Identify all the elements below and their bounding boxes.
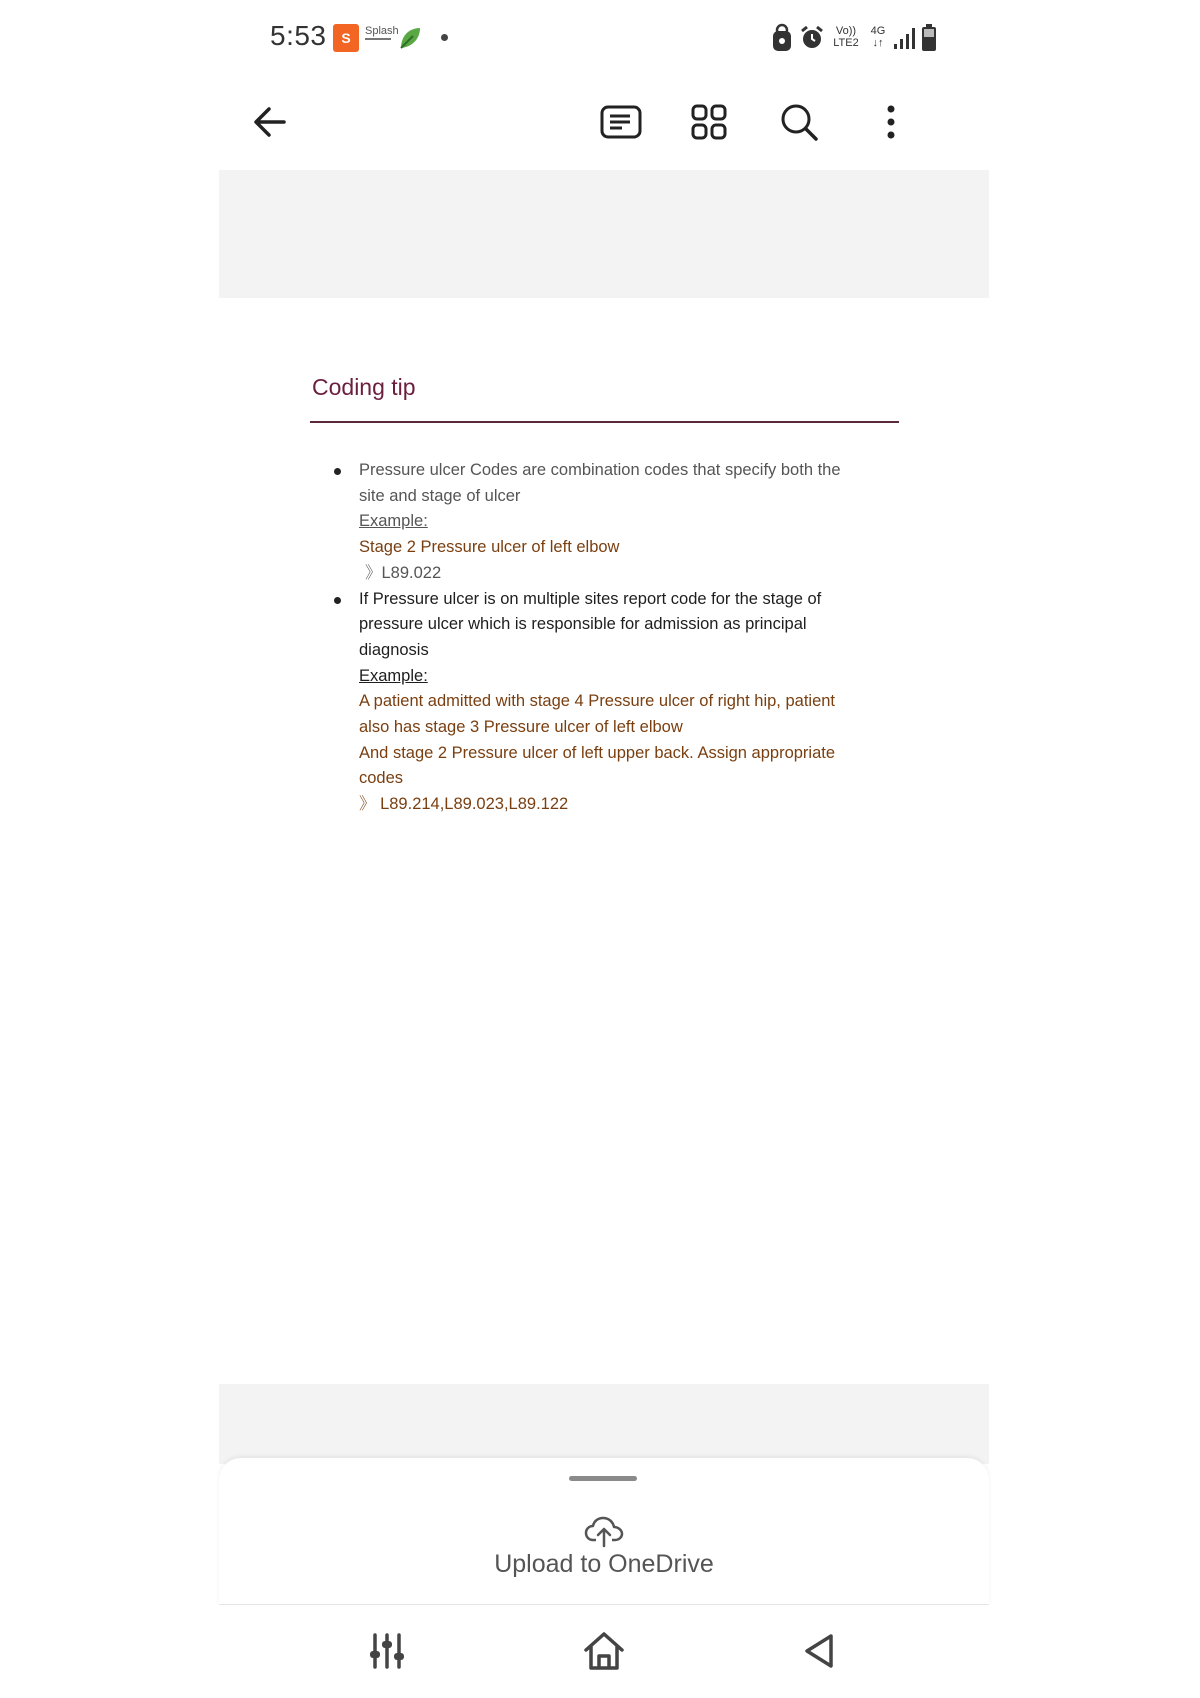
document-page <box>219 298 989 1384</box>
sheet-drag-handle[interactable] <box>569 1476 637 1481</box>
more-vertical-icon <box>886 105 896 139</box>
title-underline <box>310 421 899 423</box>
example-text-line: And stage 2 Pressure ulcer of left upper back. Assign appropriate <box>359 743 836 762</box>
app-notification-icon: S <box>333 24 359 52</box>
bullet-item <box>329 587 899 818</box>
thumbnails-button[interactable] <box>679 92 739 152</box>
back-nav-button[interactable] <box>789 1621 849 1681</box>
status-time: 5:53 <box>270 20 327 51</box>
search-icon <box>780 103 818 141</box>
more-options-button[interactable] <box>861 92 921 152</box>
document-toolbar <box>219 78 989 171</box>
example-text-line: also has stage 3 Pressure ulcer of left elbow <box>359 718 683 737</box>
bullet-text-line: If Pressure ulcer is on multiple sites report code for the stage of <box>359 589 822 608</box>
example-label: Example: <box>359 666 428 685</box>
system-nav-bar <box>219 1605 989 1698</box>
battery-icon <box>921 24 937 52</box>
signal-icon <box>893 26 917 50</box>
back-arrow-icon <box>252 104 288 140</box>
recents-button[interactable] <box>357 1621 417 1681</box>
phone-screen <box>219 0 989 1698</box>
search-button[interactable] <box>769 92 829 152</box>
bullet-text-line: pressure ulcer which is responsible for admission as principal <box>359 615 807 634</box>
answer-code: 》 L89.214,L89.023,L89.122 <box>359 795 569 814</box>
example-label: Example: <box>359 512 428 531</box>
bullet-list <box>329 458 899 818</box>
lock-icon <box>771 22 793 54</box>
alarm-icon <box>799 22 825 54</box>
status-bar <box>219 0 989 78</box>
example-text-line: Stage 2 Pressure ulcer of left elbow <box>359 538 620 557</box>
upload-label: Upload to OneDrive <box>494 1550 714 1578</box>
home-icon <box>582 1630 626 1672</box>
example-text-line: A patient admitted with stage 4 Pressure ulcer of right hip, patient <box>359 692 836 711</box>
answer-code: 》L89.022 <box>365 563 442 582</box>
reading-view-button[interactable] <box>591 92 651 152</box>
back-button[interactable] <box>240 92 300 152</box>
recents-icon <box>367 1631 407 1671</box>
home-button[interactable] <box>574 1621 634 1681</box>
bottom-sheet <box>219 1458 989 1605</box>
splash-notification-icon: Splash <box>365 24 391 52</box>
more-notifications-dot <box>441 34 448 41</box>
bullet-text-line: diagnosis <box>359 640 429 659</box>
section-title: Coding tip <box>312 374 416 400</box>
bullet-item <box>329 458 899 587</box>
network-type-indicator: 4G ↓↑ <box>870 25 886 49</box>
bullet-text-line: site and stage of ulcer <box>359 486 521 505</box>
leaf-notification-icon <box>397 24 423 52</box>
volte-indicator: Vo)) LTE2 <box>833 25 859 49</box>
grid-icon <box>691 104 727 140</box>
reading-view-icon <box>600 105 642 139</box>
bullet-text-line: Pressure ulcer Codes are combination codes that specify both the <box>359 461 841 479</box>
page-gap-bottom <box>219 1384 989 1464</box>
back-triangle-icon <box>801 1632 837 1670</box>
page-gap-top <box>219 170 989 298</box>
upload-to-onedrive-button[interactable] <box>454 1516 754 1596</box>
example-text-line: codes <box>359 769 404 788</box>
system-status-icons <box>771 22 941 54</box>
cloud-upload-icon <box>584 1516 624 1548</box>
